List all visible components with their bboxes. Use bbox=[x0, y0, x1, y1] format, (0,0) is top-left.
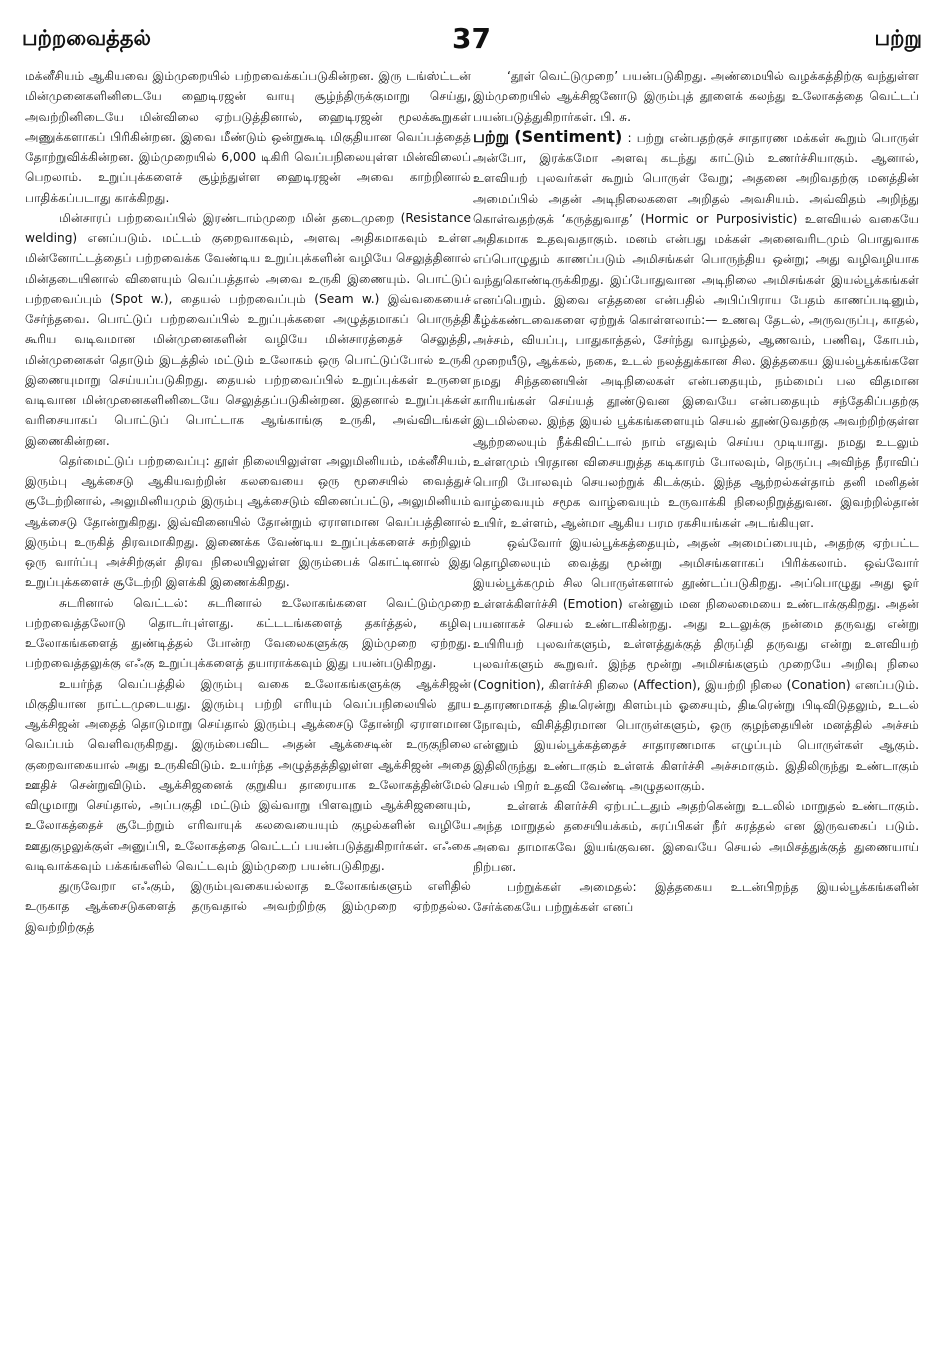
left-column bbox=[25, 66, 471, 1351]
paragraph: பற்றுக்கள் அமைதல்: இத்தகைய உடன்பிறந்த இயல்பூக்கங்களின் சேர்க்கையே பற்றுக்கள் எனப் bbox=[473, 880, 919, 915]
entry-heading: பற்று bbox=[473, 126, 510, 146]
entry-heading-english: (Sentiment) bbox=[514, 126, 623, 146]
paragraph: ‘தூள் வெட்டுமுறை’ பயன்படுகிறது. அண்மையில் வழக்கத்திற்கு வந்துள்ள இம்முறையில் ஆக்சிஜனோடு இரும்புத் தூளைக் கலந்து உலோகத்தை வெட்டப் பயன்படுத்துகிறார்கள். பி. சு. bbox=[473, 69, 919, 124]
running-head-left: பற்றவைத்தல் bbox=[22, 26, 151, 50]
paragraph: துருவேறா எஃகும், இரும்புவகையல்லாத உலோகங்களும் எளிதில் உருகாத ஆக்சைடுகளைத் தருவதால் அவற்றிற்கு இம்முறை ஏற்றதல்ல. இவற்றிற்குத் bbox=[25, 879, 471, 934]
entry-body: : பற்று என்பதற்குச் சாதாரண மக்கள் கூறும் பொருள் அன்போ, இரக்கமோ அளவு கடந்து காட்டும் உணர்ச்சியாகும். ஆனால், உளவியற் புலவர்கள் கூறும் பொருள் வேறு; அதனை அறிவதற்கு மனத்தின் அமைப்பில் அதன் அடிநிலைகளை அறிதல் அவசியம். அவ்விதம் அறிந்து கொள்வதற்குக் ‘கருத்துவாத’ (Hormic or Purposivistic) உளவியல் வகையே அதிகமாக உதவுவதாகும். மனம் என்பது மக்கள் அனைவரிடமும் பொதுவாக எப்பொழுதும் காணப்படும் அமிசங்கள் பொருந்திய ஒன்று; அது வழிவழியாக வந்துகொண்டிருக்கிறது. இப்போதுவான அடிநிலை அமிசங்கள் இயல்பூக்கங்கள் எனப்பெறும். இவை எத்தனை என்பதில் அபிப்பிராய பேதம் காணப்படினும், கீழ்க்கண்டவைகளை ஏற்றுக் கொள்ளலாம்:— உணவு தேடல், அருவருப்பு, காதல், அச்சம், வியப்பு, பாதுகாத்தல், சேர்ந்து வாழ்தல், ஆணவம், பணிவு, கோபம், முறையீடு, ஆக்கல், நகை, உடல் நலத்துக்கான சில. இத்தகைய இயல்பூக்கங்களே நமது சிந்தனையின் அடிநிலைகள் என்பதையும், நம்மைப் பல விதமான காரியங்கள் செய்யத் தூண்டுவன இவையே என்பதையும் சந்தேகிப்பதற்கு இடமில்லை. இந்த இயல் பூக்கங்களையும் செயல் தூண்டுவதற்கு அவற்றிற்குள்ள ஆற்றலையும் நீக்கிவிட்டால் நாம் எதுவும் செய்ய முடியாது. நமது உடலும் உள்ளமும் பிரதான விசையறுத்த கடிகாரம் போலவும், நெருப்பு அவிந்த நீராவிப் பொறி போலவும் செயலற்றுக் கிடக்கும். இந்த ஆற்றல்கள்தாம் தனி மனிதன் வாழ்வையும் சமூக வாழ்வையும் உருவாக்கி நிலைநிறுத்துவன. இவற்றில்தான் உயிர், உள்ளம், ஆன்மா ஆகிய பரம ரகசியங்கள் அடங்கியுள. bbox=[473, 130, 919, 530]
running-head-right: பற்று bbox=[874, 26, 922, 50]
paragraph: மக்னீசியம் ஆகியவை இம்முறையில் பற்றவைக்கப்படுகின்றன. இரு டங்ஸ்ட்டன் மின்முனைகளினிடையே ஹைடிரஜன் வாயு சூழ்ந்திருக்குமாறு செய்து, அவற்றினிடையே மின்விலை ஏற்படுத்தினால், ஹைடிரஜன் மூலக்கூறுகள் அணுக்களாகப் பிரிகின்றன. இவை மீண்டும் ஒன்றுகூடி மிகுதியான வெப்பத்தைத் தோற்றுவிக்கின்றன. இம்முறையில் 6,000 டிகிரி வெப்பநிலையுள்ள மின்விலைப் பெறலாம். உறுப்புக்களைச் சூழ்ந்துள்ள ஹைடிரஜன் அவை காற்றினால் பாதிக்கப்படாது காக்கிறது. bbox=[25, 69, 471, 205]
page-number: 37 bbox=[452, 22, 491, 55]
paragraph: சுடரினால் வெட்டல்: சுடரினால் உலோகங்களை வெட்டும்முறை பற்றவைத்தலோடு தொடர்புள்ளது. கட்டடங்களைத் தகர்த்தல், கழிவு உலோகங்களைத் துண்டித்தல் போன்ற வேலைகளுக்கு இம்முறை ஏற்றது. பற்றவைத்தலுக்கு எஃகு உறுப்புக்களைத் தயாராக்கவும் இது பயன்படுகிறது. bbox=[25, 595, 471, 671]
page-header bbox=[22, 22, 922, 62]
paragraph: மின்சாரப் பற்றவைப்பில் இரண்டாம்முறை மின் தடைமுறை (Resistance welding) எனப்படும். மட்டம் குறைவாகவும், அளவு அதிகமாகவும் உள்ள மின்னோட்டத்தைப் பற்றவைக்க வேண்டிய உறுப்புக்களின் வழியே செலுத்தினால் மின்தடையினால் விளையும் வெப்பத்தால் அவை உருகி இணையும். பொட்டுப் பற்றவைப்பும் (Spot w.), தையல் பற்றவைப்பும் (Seam w.) இவ்வகையைச் சேர்ந்தவை. பொட்டுப் பற்றவைப்பில் உறுப்புக்களை அழுத்தமாகப் பொருத்தி கூரிய வடிவமான மின்முனைகளின் வழியே மின்சாரத்தைச் செலுத்தி, மின்முனைகள் தொடும் இடத்தில் மட்டும் உலோகம் ஒரு பொட்டுப்போல் உருகி இணையுமாறு செய்யப்படுகிறது. தையல் பற்றவைப்பில் உறுப்புக்கள் உருளை வடிவான மின்முனைகளினிடையே செலுத்தப்படுகின்றன. இதனால் உறுப்புக்கள் வரிசையாகப் பொட்டுப் பொட்டாக ஆங்காங்கு உருகி, அவ்விடங்கள் இணைகின்றன. bbox=[25, 210, 471, 448]
paragraph: உயர்ந்த வெப்பத்தில் இரும்பு வகை உலோகங்களுக்கு ஆக்சிஜன் மிகுதியான நாட்டமுடையது. இரும்பு பற்றி எரியும் வெப்பநிலையில் தூய ஆக்சிஜன் அதைத் தொடுமாறு செய்தால் இரும்பு ஆக்சைடு தோன்றி ஏராளமான வெப்பம் வெளிவருகிறது. இரும்பைவிட அதன் ஆக்சைடின் உருகுநிலை குறைவாகையால் அது உருகிவிடும். உயர்ந்த அழுத்தத்திலுள்ள ஆக்சிஜன் அதை ஊதிச் சென்றுவிடும். ஆக்சிஜனைக் குறுகிய தாரையாக உலோகத்தின்மேல் விழுமாறு செய்தால், அப்பகுதி மட்டும் இவ்வாறு பிளவுறும் ஆக்சிஜனையும், உலோகத்தைச் சூடேற்றும் எரிவாயுக் கலவையையும் குழல்களின் வழியே ஊதுகுழலுக்குள் அனுப்பி, உலோகத்தை வெட்டப் பயன்படுத்துகிறார்கள். எஃகை வடிவாக்கவும் பக்கங்களில் வெட்டவும் இம்முறை பயன்படுகிறது. bbox=[25, 676, 471, 873]
paragraph: உள்ளக் கிளர்ச்சி ஏற்பட்டதும் அதற்கென்று உடலில் மாறுதல் உண்டாகும். அந்த மாறுதல் தசையியக்கம், சுரப்பிகள் நீர் சுரத்தல் என இருவகைப் படும். அவை தாமாகவே இயங்குவன. இவையே செயல் அமிசத்துக்குத் துணையாய் நிற்பன. bbox=[473, 799, 919, 874]
paragraph: ஒவ்வோர் இயல்பூக்கத்தையும், அதன் அமைப்பையும், அதற்கு ஏற்பட்ட தொழிலையும் வைத்து மூன்று அமிசங்களாகப் பிரிக்கலாம். ஒவ்வோர் இயல்பூக்கமும் சில பொருள்களால் தூண்டப்படுகிறது. அப்பொழுது அது ஓர் உள்ளக்கிளர்ச்சி (Emotion) என்னும் மன நிலைமையை உண்டாக்குகிறது. அதன் பயனாகச் செயல் உண்டாகின்றது. அது உடலுக்கு நன்மை தருவது என்று உயிரியற் புலவர்களும், உள்ளத்துக்குத் திருப்தி தருவது என்று உளவியற் புலவர்களும் கூறுவர். இந்த மூன்று அமிசங்களும் முறையே அறிவு நிலை (Cognition), கிளர்ச்சி நிலை (Affection), இயற்றி நிலை (Conation) எனப்படும். உதாரணமாகத் திடீரென்று கிளம்பும் ஓசையும், திடீரென்று பிடிவிடுதலும், உடல் நோவும், விசித்திரமான பொருள்களும், ஒரு குழந்தையின் மனத்தில் அச்சம் என்னும் இயல்பூக்கத்தைச் சாதாரணமாக எழுப்பும் பொருள்கள் ஆகும். இதிலிருந்து உண்டாகும் உள்ளக் கிளர்ச்சி அச்சமாகும். இதிலிருந்து உண்டாகும் செயல் பிறர் உதவி வேண்டி அழுதலாகும். bbox=[473, 535, 919, 793]
entry-paragraph bbox=[473, 127, 919, 533]
paragraph: தெர்மைட்டுப் பற்றவைப்பு: தூள் நிலையிலுள்ள அலுமினியம், மக்னீசியம், இரும்பு ஆக்சைடு ஆகியவற்றின் கலவையை ஒரு மூசையில் வைத்துச் சூடேற்றினால், அலுமினியமும் இரும்பு ஆக்சைடும் வினைப்பட்டு, அலுமினியம் ஆக்சைடு தோன்றுகிறது. இவ்வினையில் தோன்றும் ஏராளமான வெப்பத்தினால் இரும்பு உருகித் திரவமாகிறது. இணைக்க வேண்டிய உறுப்புக்களைச் சுற்றிலும் ஒரு வார்ப்பு அச்சிற்குள் திரவ நிலையிலுள்ள இரும்பைக் கொட்டினால் இது உறுப்புக்களைச் சூடேற்றி இளக்கி இணைக்கிறது. bbox=[25, 453, 471, 590]
right-column bbox=[473, 66, 919, 1351]
